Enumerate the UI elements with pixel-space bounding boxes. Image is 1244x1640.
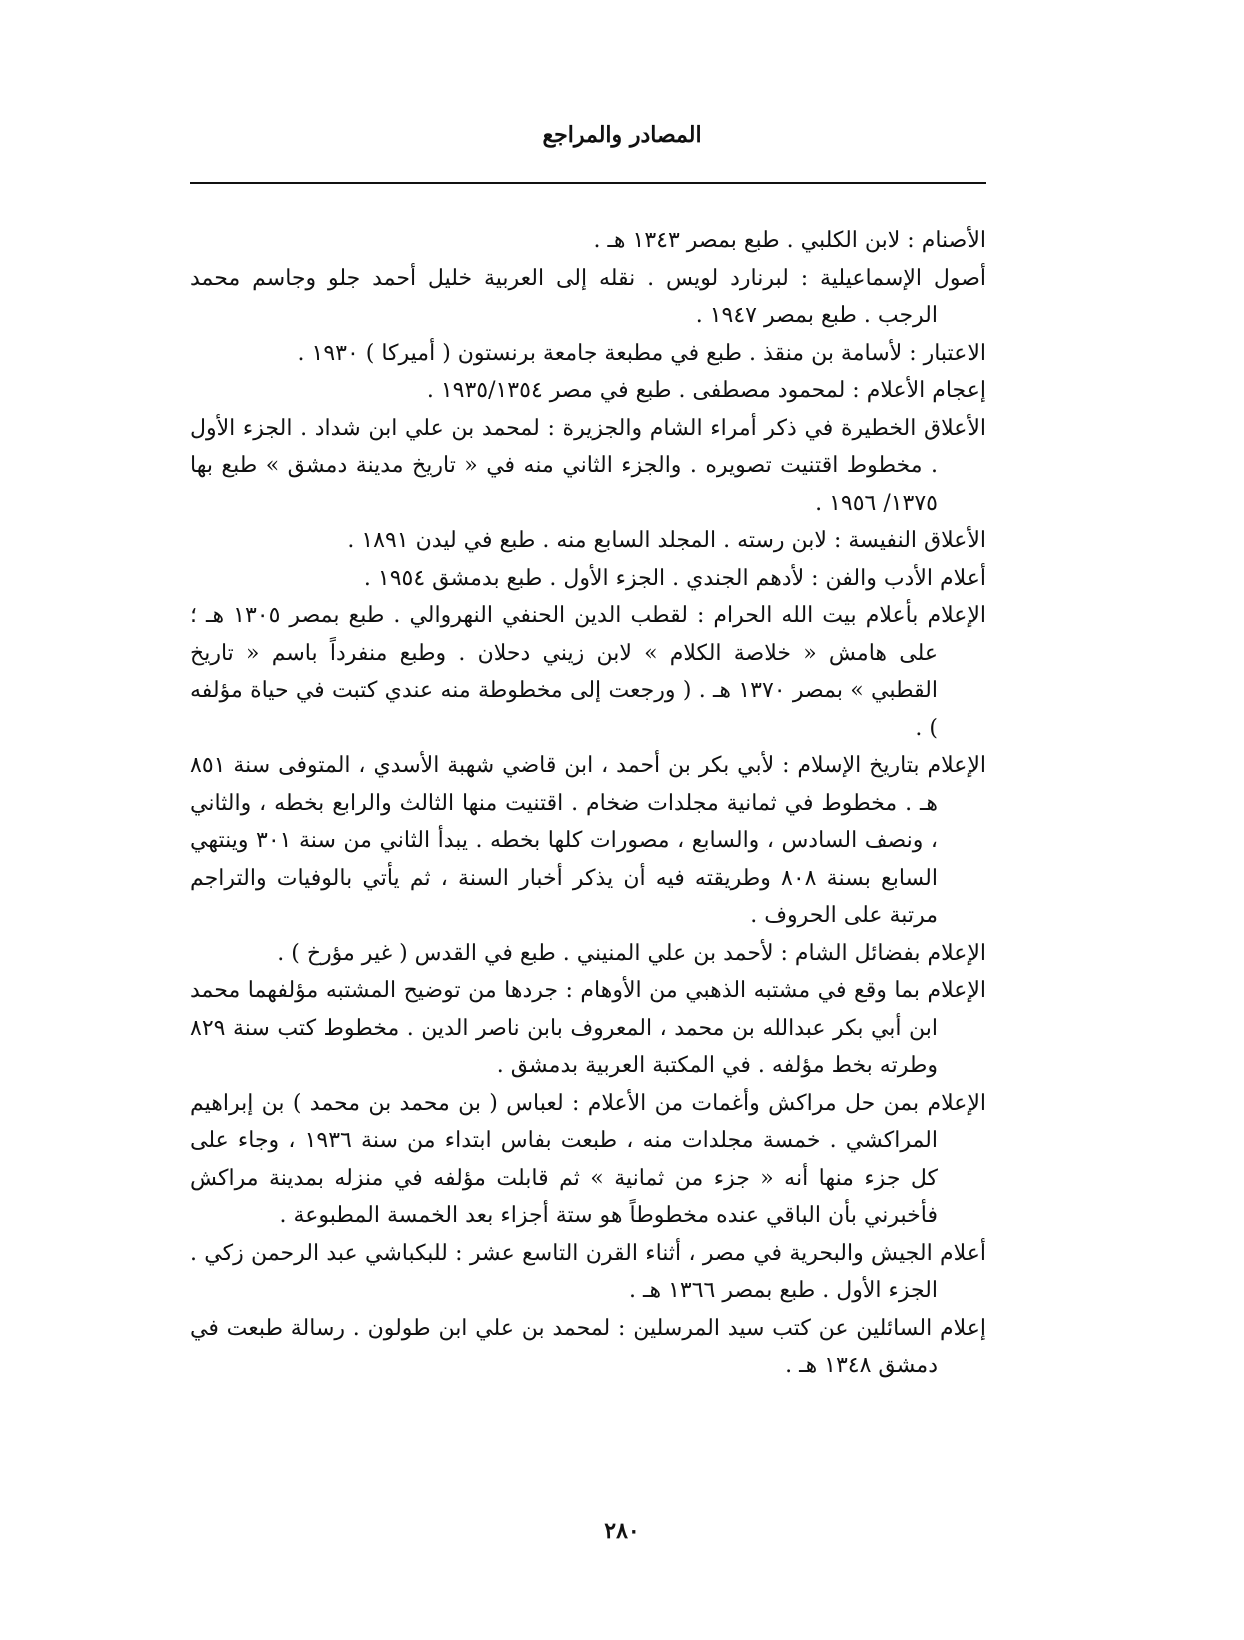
bibliography-entry: الأعلاق الخطيرة في ذكر أمراء الشام والجزيرة : لمحمد بن علي ابن شداد . الجزء الأول . مخطوط اقتنيت تصويره . والجزء الثاني منه في « تاريخ مدينة دمشق » طبع بها ١٣٧٥/ ١٩٥٦ . — [190, 415, 986, 516]
page-number: ٢٨٠ — [604, 1518, 640, 1544]
header-rule — [190, 182, 986, 184]
bibliography-entry: الأصنام : لابن الكلبي . طبع بمصر ١٣٤٣ هـ . — [593, 228, 986, 253]
bibliography-entry: إعلام السائلين عن كتب سيد المرسلين : لمحمد بن علي ابن طولون . رسالة طبعت في دمشق ١٣٤٨ هـ . — [190, 1315, 986, 1378]
bibliography-entry: الإعلام بفضائل الشام : لأحمد بن علي المنيني . طبع في القدس ( غير مؤرخ ) . — [277, 940, 986, 966]
running-title: المصادر والمراجع — [542, 122, 702, 148]
bibliography-entry: أصول الإسماعيلية : لبرنارد لويس . نقله إلى العربية خليل أحمد جلو وجاسم محمد الرجب . طبع بمصر ١٩٤٧ . — [190, 265, 986, 328]
bibliography-list — [190, 222, 986, 1385]
bibliography-entry: الإعلام بمن حل مراكش وأغمات من الأعلام : لعباس ( بن محمد بن محمد ) بن إبراهيم المراكشي . خمسة مجلدات منه ، طبعت بفاس ابتداء من سنة ١٩٣٦ ، وجاء على كل جزء منها أنه « جزء من ثمانية » ثم قابلت مؤلفه في منزله بمدينة مراكش فأخبرني بأن الباقي عنده مخطوطاً هو ستة أجزاء بعد الخمسة المطبوعة . — [190, 1090, 986, 1228]
bibliography-entry: الإعلام بتاريخ الإسلام : لأبي بكر بن أحمد ، ابن قاضي شهبة الأسدي ، المتوفى سنة ٨٥١ هـ . مخطوط في ثمانية مجلدات ضخام . اقتنيت منها الثالث والرابع بخطه ، والثاني ، ونصف السادس ، والسابع ، مصورات كلها بخطه . يبدأ الثاني من سنة ٣٠١ وينتهي السابع بسنة ٨٠٨ وطريقته فيه أن يذكر أخبار السنة ، ثم يأتي بالوفيات والتراجم مرتبة على الحروف . — [190, 753, 986, 928]
bibliography-entry: الاعتبار : لأسامة بن منقذ . طبع في مطبعة جامعة برنستون ( أميركا ) ١٩٣٠ . — [297, 340, 986, 366]
bibliography-entry: الإعلام بأعلام بيت الله الحرام : لقطب الدين الحنفي النهروالي . طبع بمصر ١٣٠٥ هـ ؛ على هامش « خلاصة الكلام » لابن زيني دحلان . وطبع منفرداً باسم « تاريخ القطبي » بمصر ١٣٧٠ هـ . ( ورجعت إلى مخطوطة منه عندي كتبت في حياة مؤلفه ) . — [190, 603, 986, 741]
bibliography-entry: أعلام الجيش والبحرية في مصر ، أثناء القرن التاسع عشر : للبكباشي عبد الرحمن زكي . الجزء الأول . طبع بمصر ١٣٦٦ هـ . — [190, 1240, 986, 1303]
bibliography-entry: الإعلام بما وقع في مشتبه الذهبي من الأوهام : جردها من توضيح المشتبه مؤلفهما محمد ابن أبي بكر عبدالله بن محمد ، المعروف بابن ناصر الدين . مخطوط كتب سنة ٨٢٩ وطرته بخط مؤلفه . في المكتبة العربية بدمشق . — [190, 978, 986, 1078]
bibliography-entry: أعلام الأدب والفن : لأدهم الجندي . الجزء الأول . طبع بدمشق ١٩٥٤ . — [363, 565, 986, 591]
bibliography-entry: الأعلاق النفيسة : لابن رسته . المجلد السابع منه . طبع في ليدن ١٨٩١ . — [347, 528, 986, 553]
bibliography-entry: إعجام الأعلام : لمحمود مصطفى . طبع في مصر ١٩٣٥/١٣٥٤ . — [426, 378, 986, 403]
